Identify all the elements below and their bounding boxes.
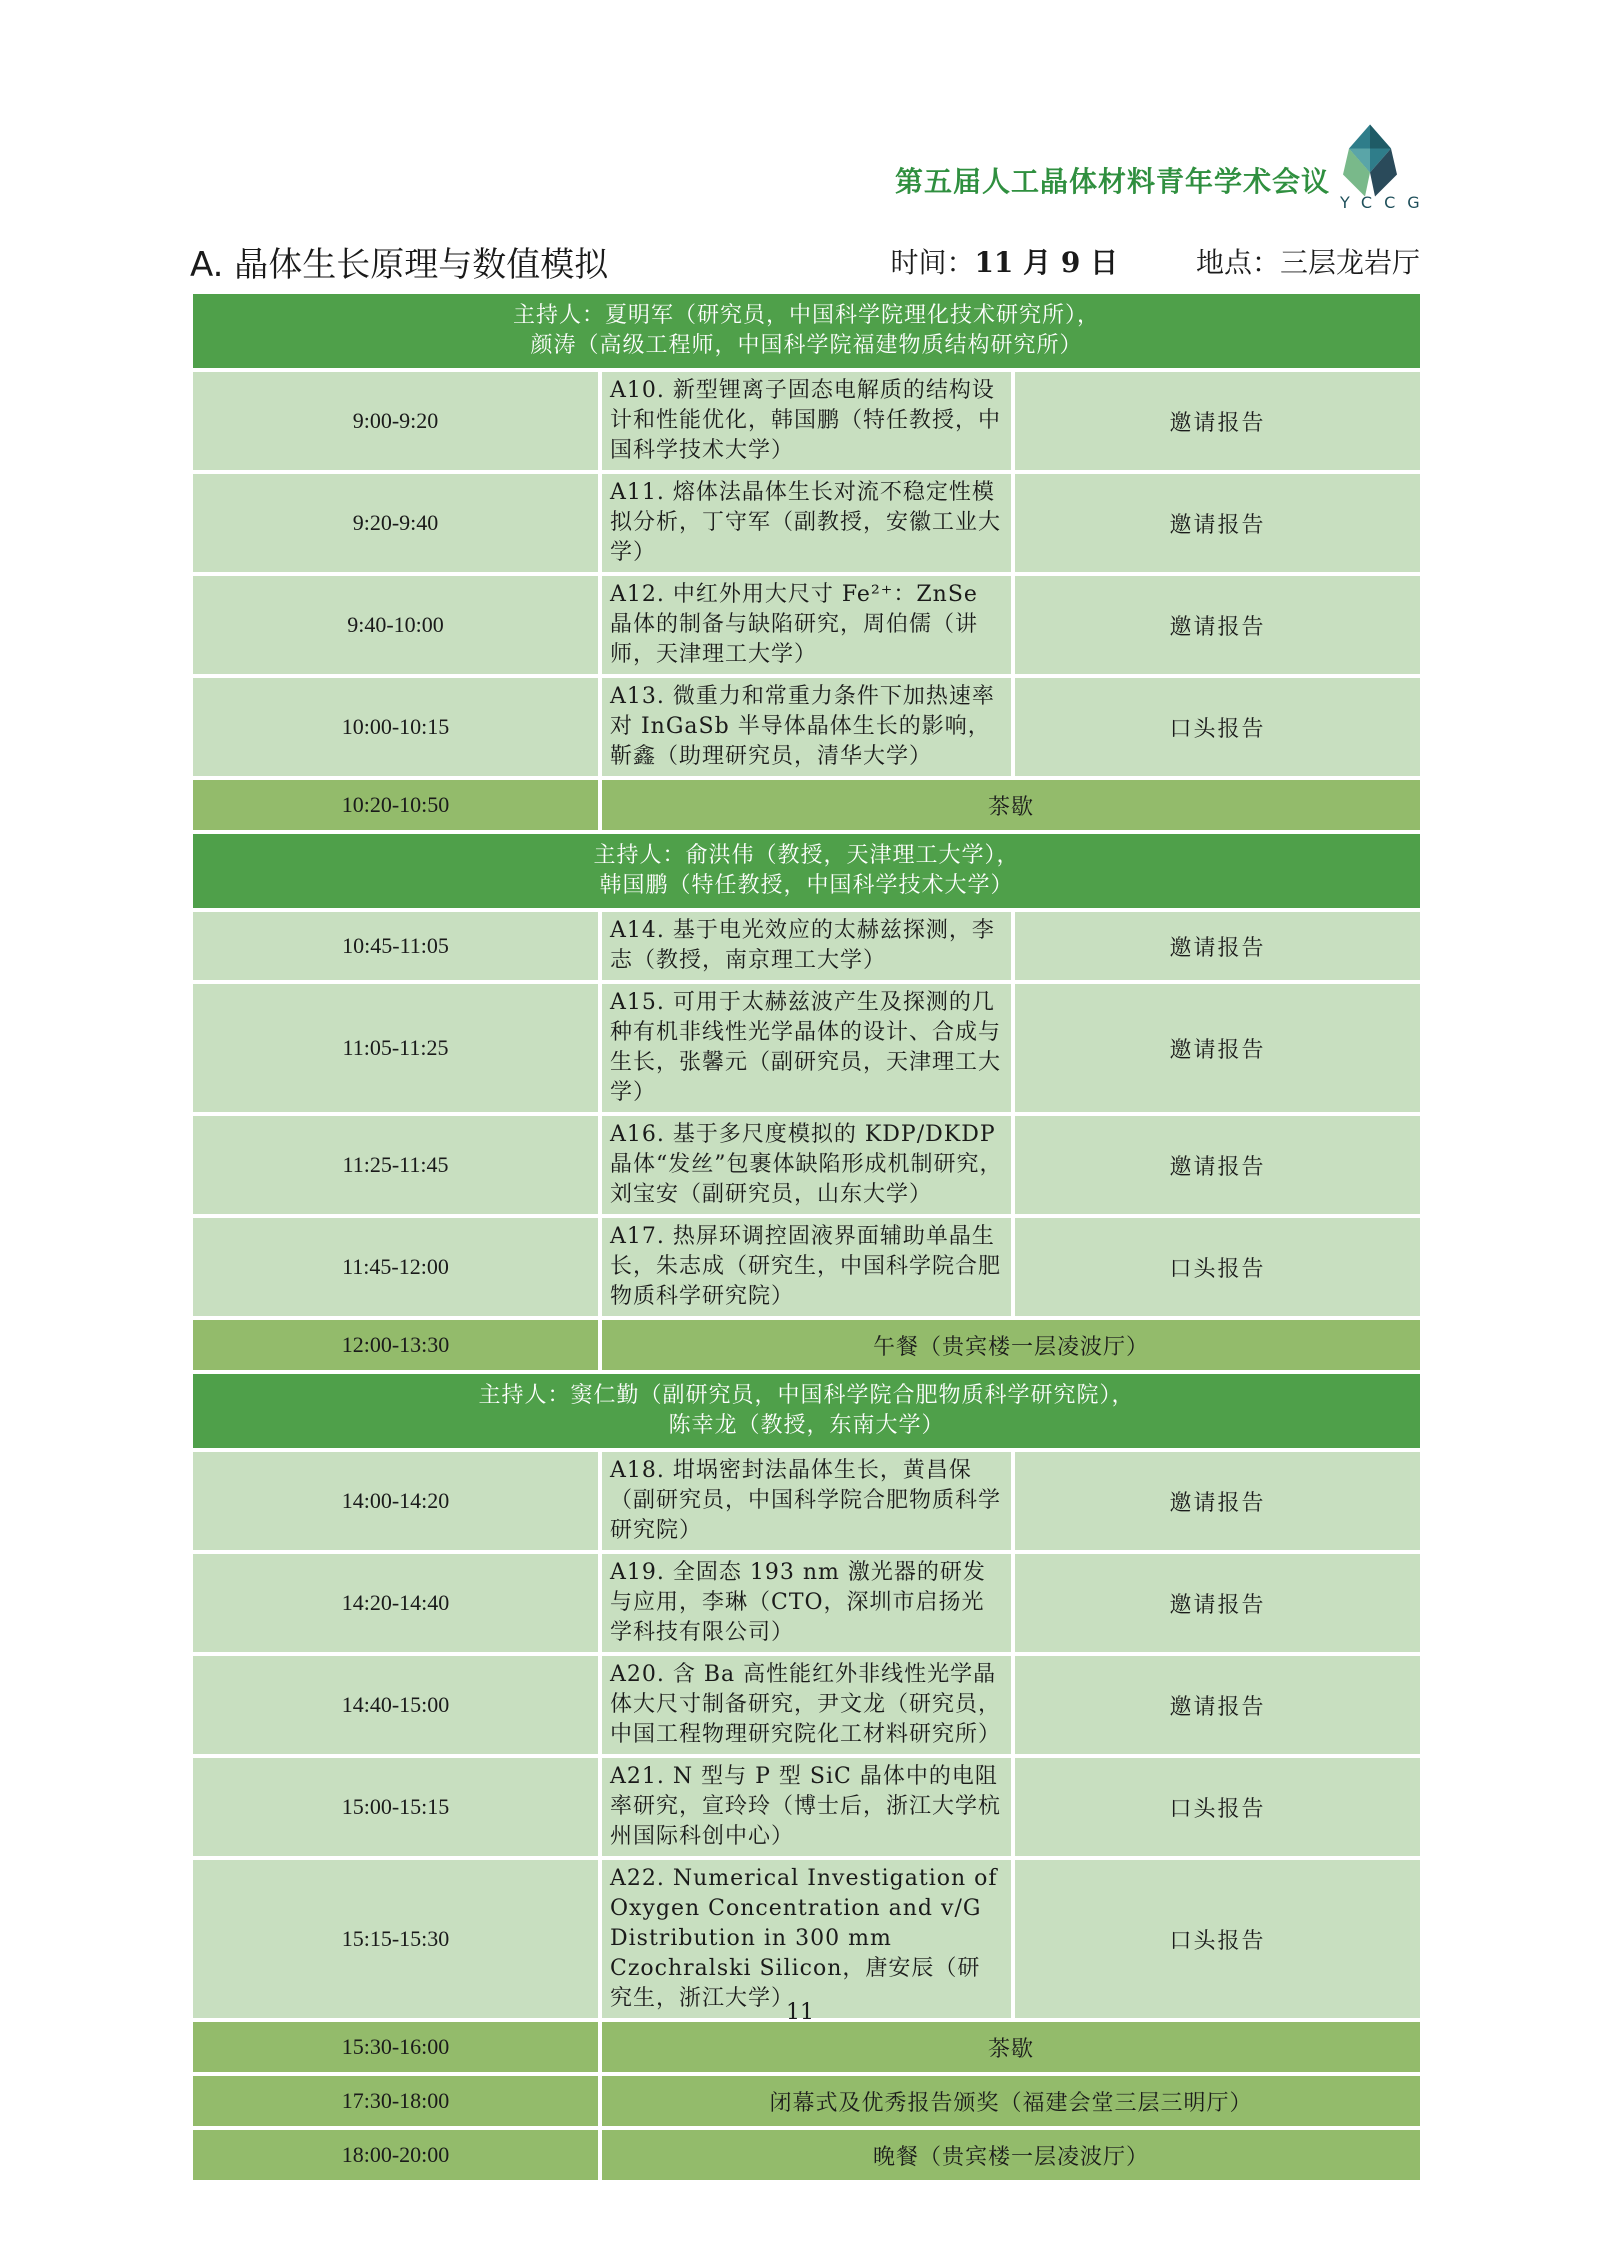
talk-title: A14. 基于电光效应的太赫兹探测，李志（教授，南京理工大学） — [602, 912, 1011, 980]
talk-title: A13. 微重力和常重力条件下加热速率对 InGaSb 半导体晶体生长的影响，靳鑫（助理研究员，清华大学） — [602, 678, 1011, 776]
talk-row — [193, 984, 1420, 1112]
talk-type: 口头报告 — [1011, 1218, 1420, 1316]
time-label: 时间： — [890, 246, 975, 279]
break-row — [193, 2130, 1420, 2180]
talk-title: A17. 热屏环调控固液界面辅助单晶生长，朱志成（研究生，中国科学院合肥物质科学研究院） — [602, 1218, 1011, 1316]
talk-row — [193, 1758, 1420, 1856]
talk-time: 11:45-12:00 — [193, 1218, 602, 1316]
break-time: 12:00-13:30 — [193, 1320, 602, 1370]
talk-time: 11:25-11:45 — [193, 1116, 602, 1214]
talk-title: A20. 含 Ba 高性能红外非线性光学晶体大尺寸制备研究，尹文龙（研究员，中国工程物理研究院化工材料研究所） — [602, 1656, 1011, 1754]
schedule-body — [193, 294, 1420, 2180]
talk-row — [193, 474, 1420, 572]
talk-time: 14:40-15:00 — [193, 1656, 602, 1754]
talk-row — [193, 1656, 1420, 1754]
place-label: 地点： — [1195, 246, 1280, 279]
talk-time: 11:05-11:25 — [193, 984, 602, 1112]
host-row — [193, 294, 1420, 368]
break-time: 15:30-16:00 — [193, 2022, 602, 2072]
talk-time: 14:00-14:20 — [193, 1452, 602, 1550]
break-row — [193, 2022, 1420, 2072]
talk-title: A22. Numerical Investigation of Oxygen Concentration and v/G Distribution in 300 mm Czochralski Silicon，唐安辰（研究生，浙江大学） — [602, 1860, 1011, 2018]
talk-type: 口头报告 — [1011, 678, 1420, 776]
break-label: 闭幕式及优秀报告颁奖（福建会堂三层三明厅） — [602, 2076, 1420, 2126]
talk-row — [193, 1860, 1420, 2018]
host-line-2: 韩国鹏（特任教授，中国科学技术大学） — [599, 873, 1014, 898]
talk-type: 邀请报告 — [1011, 372, 1420, 470]
host-row — [193, 1374, 1420, 1448]
talk-type: 口头报告 — [1011, 1860, 1420, 2018]
talk-title: A18. 坩埚密封法晶体生长，黄昌保（副研究员，中国科学院合肥物质科学研究院） — [602, 1452, 1011, 1550]
talk-time: 9:00-9:20 — [193, 372, 602, 470]
break-label: 午餐（贵宾楼一层凌波厅） — [602, 1320, 1420, 1370]
talk-row — [193, 1218, 1420, 1316]
page-number: 11 — [786, 2000, 814, 2025]
talk-time: 15:15-15:30 — [193, 1860, 602, 2018]
host-line-2: 陈幸龙（教授，东南大学） — [668, 1413, 945, 1438]
host-row — [193, 834, 1420, 908]
talk-title: A11. 熔体法晶体生长对流不稳定性模拟分析，丁守军（副教授，安徽工业大学） — [602, 474, 1011, 572]
talk-time: 15:00-15:15 — [193, 1758, 602, 1856]
talk-time: 14:20-14:40 — [193, 1554, 602, 1652]
talk-row — [193, 576, 1420, 674]
talk-time: 10:00-10:15 — [193, 678, 602, 776]
talk-type: 邀请报告 — [1011, 912, 1420, 980]
talk-row — [193, 678, 1420, 776]
break-row — [193, 1320, 1420, 1370]
talk-type: 邀请报告 — [1011, 984, 1420, 1112]
break-row — [193, 2076, 1420, 2126]
talk-type: 邀请报告 — [1011, 1656, 1420, 1754]
break-label: 晚餐（贵宾楼一层凌波厅） — [602, 2130, 1420, 2180]
break-label: 茶歇 — [602, 2022, 1420, 2072]
talk-type: 口头报告 — [1011, 1758, 1420, 1856]
time-value: 11 月 9 日 — [974, 246, 1119, 279]
talk-type: 邀请报告 — [1011, 576, 1420, 674]
talk-row — [193, 372, 1420, 470]
host-line-1: 主持人：俞洪伟（教授，天津理工大学）， — [593, 843, 1020, 868]
talk-time: 9:20-9:40 — [193, 474, 602, 572]
break-label: 茶歇 — [602, 780, 1420, 830]
break-time: 10:20-10:50 — [193, 780, 602, 830]
break-time: 18:00-20:00 — [193, 2130, 602, 2180]
talk-type: 邀请报告 — [1011, 1554, 1420, 1652]
host-cell — [193, 834, 1420, 908]
place-value: 三层龙岩厅 — [1279, 246, 1420, 279]
talk-type: 邀请报告 — [1011, 1452, 1420, 1550]
talk-title: A16. 基于多尺度模拟的 KDP/DKDP 晶体“发丝”包裹体缺陷形成机制研究，刘宝安（副研究员，山东大学） — [602, 1116, 1011, 1214]
talk-time: 10:45-11:05 — [193, 912, 602, 980]
talk-row — [193, 912, 1420, 980]
talk-title: A19. 全固态 193 nm 激光器的研发与应用，李琳（CTO，深圳市启扬光学科技有限公司） — [602, 1554, 1011, 1652]
logo-text: YCCG — [1340, 193, 1432, 212]
talk-type: 邀请报告 — [1011, 1116, 1420, 1214]
talk-row — [193, 1554, 1420, 1652]
talk-title: A21. N 型与 P 型 SiC 晶体中的电阻率研究，宣玲玲（博士后，浙江大学杭州国际科创中心） — [602, 1758, 1011, 1856]
host-cell — [193, 1374, 1420, 1448]
break-time: 17:30-18:00 — [193, 2076, 602, 2126]
talk-title: A12. 中红外用大尺寸 Fe²⁺：ZnSe 晶体的制备与缺陷研究，周伯儒（讲师，天津理工大学） — [602, 576, 1011, 674]
host-cell — [193, 294, 1420, 368]
break-row — [193, 780, 1420, 830]
conference-title: 第五届人工晶体材料青年学术会议 — [895, 165, 1331, 198]
talk-row — [193, 1452, 1420, 1550]
schedule-table — [193, 290, 1420, 2184]
host-line-1: 主持人：夏明军（研究员，中国科学院理化技术研究所）， — [512, 303, 1100, 328]
section-meta — [890, 241, 1420, 281]
section-header — [190, 237, 1420, 285]
host-line-2: 颜涛（高级工程师，中国科学院福建物质结构研究所） — [530, 333, 1083, 358]
host-line-1: 主持人：窦仁勤（副研究员，中国科学院合肥物质科学研究院）， — [478, 1383, 1135, 1408]
section-title: A. 晶体生长原理与数值模拟 — [190, 245, 609, 285]
talk-title: A10. 新型锂离子固态电解质的结构设计和性能优化，韩国鹏（特任教授，中国科学技术大学） — [602, 372, 1011, 470]
talk-title: A15. 可用于太赫兹波产生及探测的几种有机非线性光学晶体的设计、合成与生长，张馨元（副研究员，天津理工大学） — [602, 984, 1011, 1112]
talk-row — [193, 1116, 1420, 1214]
talk-time: 9:40-10:00 — [193, 576, 602, 674]
talk-type: 邀请报告 — [1011, 474, 1420, 572]
